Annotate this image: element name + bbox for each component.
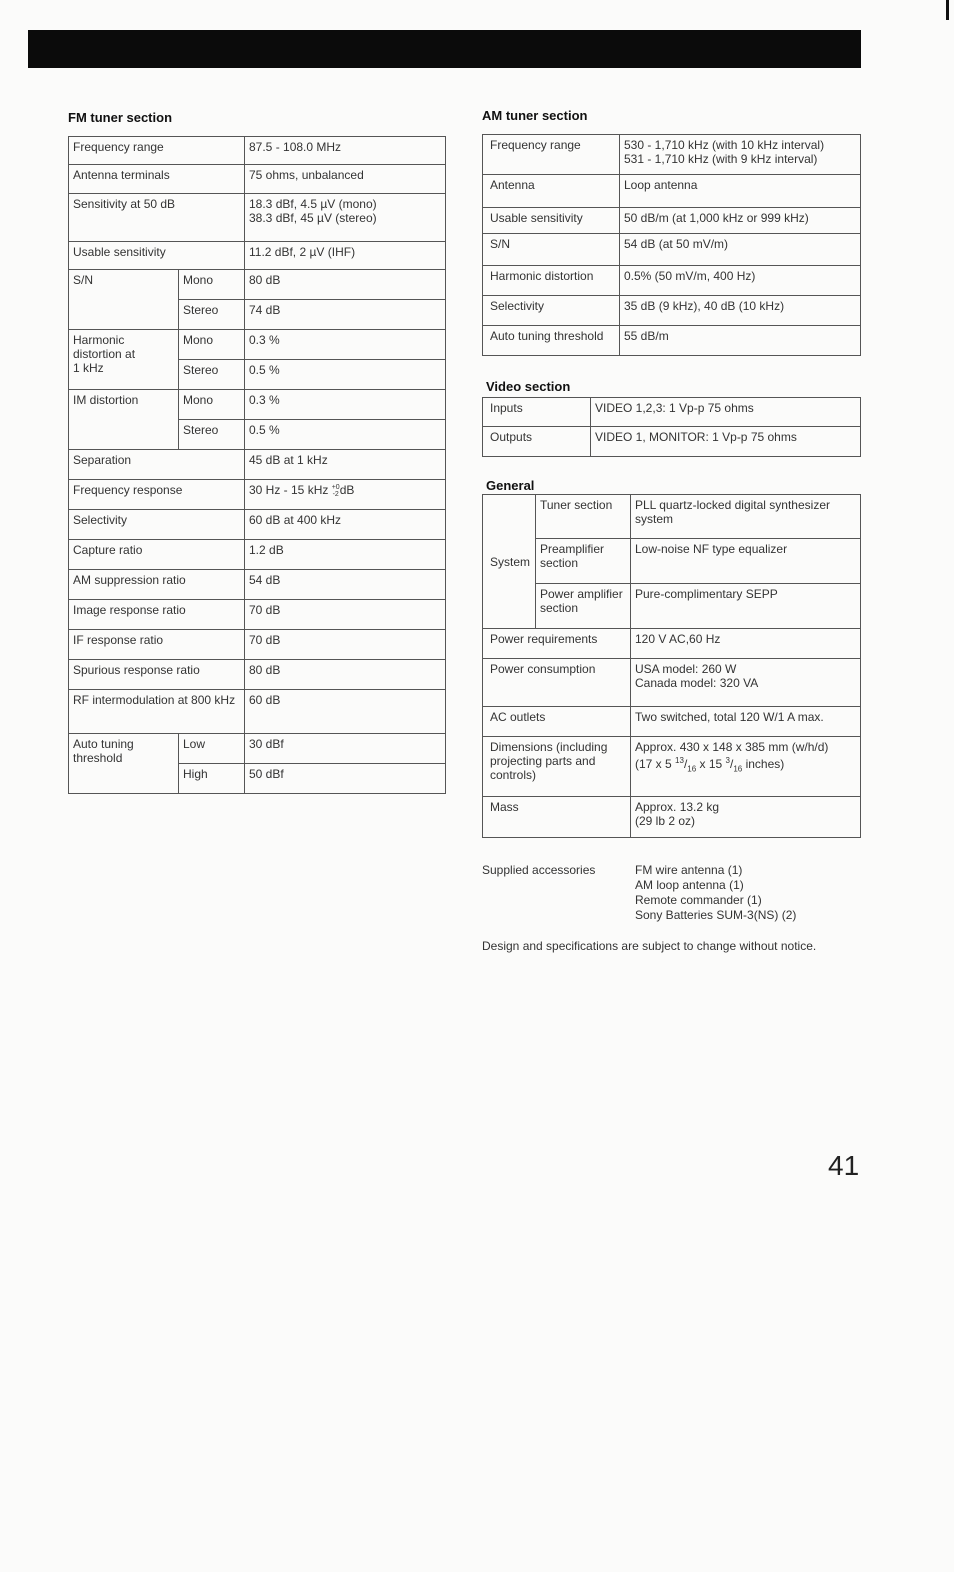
fm-separation-value: 45 dB at 1 kHz [245, 450, 446, 480]
table-row [69, 194, 446, 242]
fm-freq-resp-tolerance [332, 484, 340, 498]
fm-harmonic-label: Harmonic distortion at 1 kHz [69, 330, 179, 390]
fm-harmonic-stereo-value: 0.5 % [245, 360, 446, 390]
video-inputs-label: Inputs [483, 398, 591, 427]
list-item: AM loop antenna (1) [635, 878, 744, 892]
fm-spec-table [68, 136, 446, 794]
general-tuner-value: PLL quartz-locked digital synthesizer system [631, 495, 861, 539]
am-sn-value: 54 dB (at 50 mV/m) [620, 234, 861, 266]
general-dimensions-line2: (17 x 5 $^{13}/_{16}$ x 15 $^3/_{16}$ inches) [635, 756, 785, 774]
accessories-list [635, 863, 796, 923]
general-dimensions-line1: Approx. 430 x 148 x 385 mm (w/h/d) [635, 740, 829, 754]
dimensions-part: x 15 [696, 757, 726, 771]
table-row [483, 208, 861, 234]
table-row [483, 326, 861, 356]
general-system-label: System [483, 495, 536, 629]
table-row [483, 266, 861, 296]
table-row [69, 660, 446, 690]
am-sn-label: S/N [483, 234, 620, 266]
table-row [483, 629, 861, 659]
general-ac-outlets-value: Two switched, total 120 W/1 A max. [631, 707, 861, 737]
fm-am-suppression-value: 54 dB [245, 570, 446, 600]
table-row [483, 296, 861, 326]
fm-spurious-value: 80 dB [245, 660, 446, 690]
fm-im-label: IM distortion [69, 390, 179, 450]
table-row [483, 427, 861, 457]
dimensions-fraction-num: 3 [725, 756, 730, 765]
am-frequency-range-value: 530 - 1,710 kHz (with 10 kHz interval) 531 - 1,710 kHz (with 9 kHz interval) [620, 135, 861, 175]
video-section-title: Video section [486, 379, 571, 394]
table-row [483, 659, 861, 707]
general-dimensions-value [631, 737, 861, 797]
page-number: 41 [828, 1150, 860, 1181]
edge-mark [946, 0, 949, 20]
am-auto-tuning-value: 55 dB/m [620, 326, 861, 356]
fm-harmonic-mono-value: 0.3 % [245, 330, 446, 360]
am-selectivity-value: 35 dB (9 kHz), 40 dB (10 kHz) [620, 296, 861, 326]
fm-sn-mono-label: Mono [179, 270, 245, 300]
list-item: FM wire antenna (1) [635, 863, 743, 877]
table-row [69, 137, 446, 165]
fm-auto-tuning-high-label: High [179, 764, 245, 794]
video-inputs-value: VIDEO 1,2,3: 1 Vp-p 75 ohms [591, 398, 861, 427]
fm-sensitivity-label: Sensitivity at 50 dB [69, 194, 245, 242]
fm-capture-value: 1.2 dB [245, 540, 446, 570]
table-row [483, 175, 861, 208]
fm-freq-resp-tol-plus: +0 [331, 483, 340, 491]
dimensions-part: inches) [742, 757, 785, 771]
fm-image-response-label: Image response ratio [69, 600, 245, 630]
list-item: Sony Batteries SUM-3(NS) (2) [635, 908, 797, 922]
general-power-cons-label: Power consumption [483, 659, 631, 707]
fm-auto-tuning-label: Auto tuning threshold [69, 734, 179, 794]
fm-im-stereo-label: Stereo [179, 420, 245, 450]
table-row [483, 539, 861, 584]
am-antenna-label: Antenna [483, 175, 620, 208]
fm-sn-mono-value: 80 dB [245, 270, 446, 300]
table-row [69, 570, 446, 600]
am-harmonic-label: Harmonic distortion [483, 266, 620, 296]
fm-selectivity-value: 60 dB at 400 kHz [245, 510, 446, 540]
fm-sn-label: S/N [69, 270, 179, 330]
table-row [69, 390, 446, 420]
am-section-title: AM tuner section [482, 108, 588, 123]
video-outputs-label: Outputs [483, 427, 591, 457]
am-spec-table [482, 134, 861, 356]
general-preamp-label: Preamplifier section [536, 539, 631, 584]
am-antenna-value: Loop antenna [620, 175, 861, 208]
fm-sn-stereo-value: 74 dB [245, 300, 446, 330]
table-row [69, 165, 446, 194]
fm-selectivity-label: Selectivity [69, 510, 245, 540]
table-row [69, 510, 446, 540]
general-mass-value: Approx. 13.2 kg (29 lb 2 oz) [631, 797, 861, 838]
fm-usable-sensitivity-label: Usable sensitivity [69, 242, 245, 270]
fm-im-mono-value: 0.3 % [245, 390, 446, 420]
fm-capture-label: Capture ratio [69, 540, 245, 570]
table-row [69, 450, 446, 480]
am-auto-tuning-label: Auto tuning threshold [483, 326, 620, 356]
table-row [69, 630, 446, 660]
fm-auto-tuning-high-value: 50 dBf [245, 764, 446, 794]
general-tuner-label: Tuner section [536, 495, 631, 539]
table-row [69, 330, 446, 360]
fm-frequency-response-value [245, 480, 446, 510]
table-row [483, 707, 861, 737]
fm-section-title: FM tuner section [68, 110, 173, 125]
table-row [69, 242, 446, 270]
table-row [483, 737, 861, 797]
accessories-label: Supplied accessories [482, 863, 596, 877]
table-row [69, 540, 446, 570]
fm-auto-tuning-low-value: 30 dBf [245, 734, 446, 764]
video-outputs-value: VIDEO 1, MONITOR: 1 Vp-p 75 ohms [591, 427, 861, 457]
table-row [483, 135, 861, 175]
general-mass-label: Mass [483, 797, 631, 838]
fm-image-response-value: 70 dB [245, 600, 446, 630]
table-row [69, 270, 446, 300]
table-row [483, 234, 861, 266]
dimensions-part: (17 x 5 [635, 757, 676, 771]
general-power-amp-value: Pure-complimentary SEPP [631, 584, 861, 629]
fm-if-response-label: IF response ratio [69, 630, 245, 660]
fm-auto-tuning-low-label: Low [179, 734, 245, 764]
fm-usable-sensitivity-value: 11.2 dBf, 2 µV (IHF) [245, 242, 446, 270]
am-selectivity-label: Selectivity [483, 296, 620, 326]
dimensions-fraction-den: 16 [687, 764, 697, 774]
fm-antenna-value: 75 ohms, unbalanced [245, 165, 446, 194]
general-ac-outlets-label: AC outlets [483, 707, 631, 737]
fm-am-suppression-label: AM suppression ratio [69, 570, 245, 600]
general-preamp-value: Low-noise NF type equalizer [631, 539, 861, 584]
fm-im-stereo-value: 0.5 % [245, 420, 446, 450]
header-bar [28, 30, 861, 68]
table-row [483, 495, 861, 539]
fm-freq-resp-suffix: dB [339, 483, 355, 497]
table-row [69, 690, 446, 734]
general-dimensions-label: Dimensions (including projecting parts and controls) [483, 737, 631, 797]
fm-sensitivity-value: 18.3 dBf, 4.5 µV (mono) 38.3 dBf, 45 µV (stereo) [245, 194, 446, 242]
dimensions-fraction-den: 16 [733, 764, 743, 774]
am-harmonic-value: 0.5% (50 mV/m, 400 Hz) [620, 266, 861, 296]
fm-freq-resp-prefix: 30 Hz - 15 kHz [249, 483, 332, 497]
general-spec-table [482, 494, 861, 838]
fm-freq-resp-tol-minus: -2 [332, 490, 339, 498]
fm-frequency-range-value: 87.5 - 108.0 MHz [245, 137, 446, 165]
fm-sn-stereo-label: Stereo [179, 300, 245, 330]
general-power-amp-label: Power amplifier section [536, 584, 631, 629]
fm-if-response-value: 70 dB [245, 630, 446, 660]
fm-antenna-label: Antenna terminals [69, 165, 245, 194]
am-usable-sensitivity-label: Usable sensitivity [483, 208, 620, 234]
table-row [69, 600, 446, 630]
general-power-req-label: Power requirements [483, 629, 631, 659]
am-frequency-range-label: Frequency range [483, 135, 620, 175]
fm-separation-label: Separation [69, 450, 245, 480]
table-row [483, 584, 861, 629]
list-item: Remote commander (1) [635, 893, 762, 907]
fm-harmonic-stereo-label: Stereo [179, 360, 245, 390]
am-usable-sensitivity-value: 50 dB/m (at 1,000 kHz or 999 kHz) [620, 208, 861, 234]
table-row [69, 480, 446, 510]
fm-im-mono-label: Mono [179, 390, 245, 420]
general-power-req-value: 120 V AC,60 Hz [631, 629, 861, 659]
fm-spurious-label: Spurious response ratio [69, 660, 245, 690]
fm-frequency-range-label: Frequency range [69, 137, 245, 165]
fm-harmonic-mono-label: Mono [179, 330, 245, 360]
fm-rf-intermod-label: RF intermodulation at 800 kHz [69, 690, 245, 734]
general-section-title: General [486, 478, 535, 493]
general-power-cons-value: USA model: 260 W Canada model: 320 VA [631, 659, 861, 707]
dimensions-fraction-num: 13 [675, 756, 684, 765]
fm-frequency-response-label: Frequency response [69, 480, 245, 510]
video-spec-table [482, 397, 861, 457]
table-row [483, 398, 861, 427]
table-row [69, 734, 446, 764]
change-notice: Design and specifications are subject to change without notice. [482, 939, 817, 953]
fm-rf-intermod-value: 60 dB [245, 690, 446, 734]
table-row [483, 797, 861, 838]
